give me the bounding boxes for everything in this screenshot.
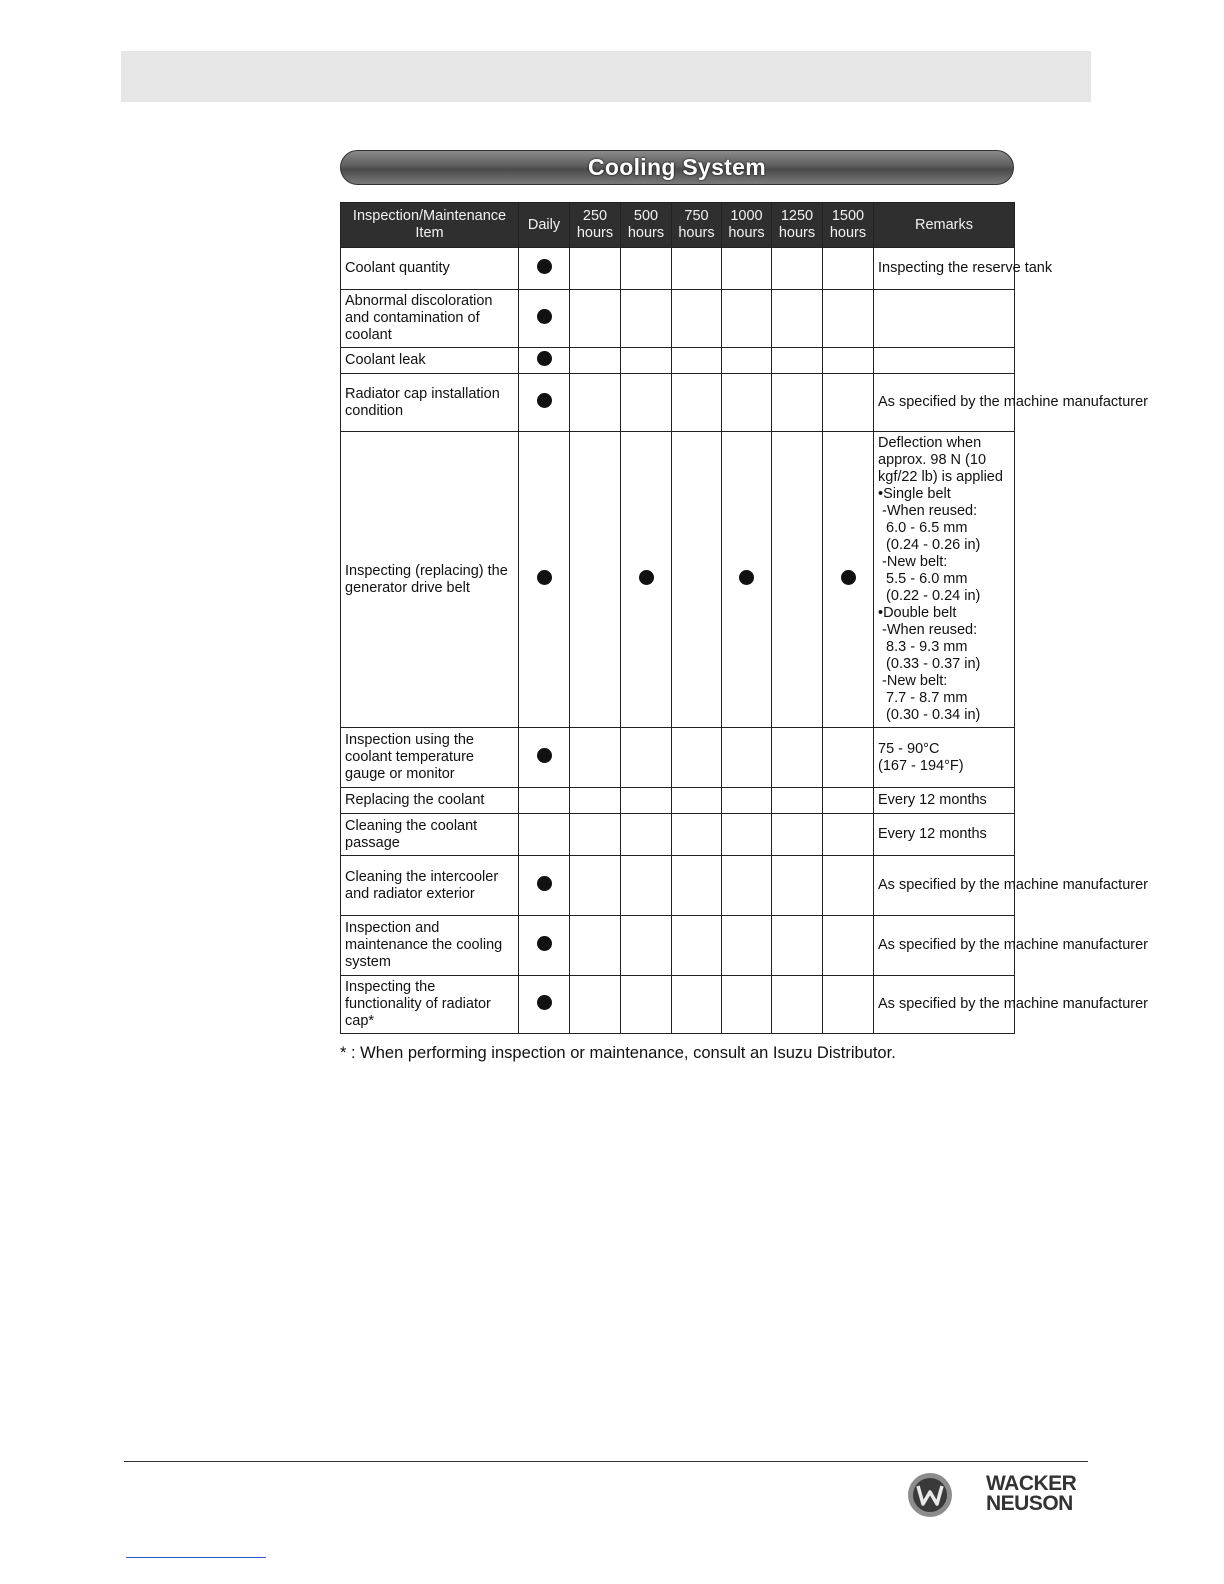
item-cell: Abnormal discoloration and contamination of coolant — [341, 290, 519, 348]
interval-cell — [772, 814, 823, 856]
wacker-neuson-logo — [906, 1470, 1092, 1520]
interval-cell — [722, 432, 772, 728]
remark-line: -New belt: — [878, 673, 948, 689]
remark-line: As specified by the machine manufacturer — [878, 996, 1148, 1012]
check-dot-icon — [537, 309, 552, 324]
check-dot-icon — [537, 393, 552, 408]
interval-cell — [519, 348, 570, 374]
remarks-cell — [874, 374, 1148, 432]
interval-cell — [772, 856, 823, 916]
table-row — [341, 856, 1015, 916]
interval-cell — [722, 374, 772, 432]
interval-cell — [570, 856, 621, 916]
interval-cell — [519, 248, 570, 290]
interval-cell — [823, 976, 874, 1034]
interval-cell — [722, 916, 772, 976]
interval-cell — [722, 248, 772, 290]
interval-cell — [621, 814, 672, 856]
check-dot-icon — [537, 936, 552, 951]
remark-line: (0.30 - 0.34 in) — [878, 707, 981, 723]
check-dot-icon — [639, 570, 654, 585]
interval-cell — [672, 348, 722, 374]
interval-cell — [823, 788, 874, 814]
table-row — [341, 348, 1015, 374]
logo-line2: NEUSON — [986, 1492, 1073, 1515]
interval-cell — [621, 728, 672, 788]
interval-cell — [672, 728, 722, 788]
interval-cell — [621, 432, 672, 728]
remark-line: (0.22 - 0.24 in) — [878, 588, 981, 604]
interval-cell — [722, 290, 772, 348]
column-header: Remarks — [874, 203, 1015, 248]
interval-cell — [722, 788, 772, 814]
remark-line: 6.0 - 6.5 mm — [878, 520, 968, 536]
header-band — [121, 51, 1091, 102]
item-cell: Coolant quantity — [341, 248, 519, 290]
interval-cell — [823, 290, 874, 348]
interval-cell — [823, 348, 874, 374]
interval-cell — [570, 916, 621, 976]
check-dot-icon — [537, 259, 552, 274]
remark-line: 5.5 - 6.0 mm — [878, 571, 968, 587]
interval-cell — [672, 814, 722, 856]
interval-cell — [570, 432, 621, 728]
remark-line: Every 12 months — [878, 792, 987, 808]
interval-cell — [519, 728, 570, 788]
item-cell: Cleaning the intercooler and radiator exterior — [341, 856, 519, 916]
item-cell: Radiator cap installation condition — [341, 374, 519, 432]
logo-line1: WACKER — [986, 1472, 1077, 1495]
remark-line: 75 - 90°C — [878, 740, 940, 757]
interval-cell — [570, 248, 621, 290]
interval-cell — [570, 976, 621, 1034]
table-row — [341, 432, 1015, 728]
interval-cell — [823, 374, 874, 432]
logo-emblem-icon — [906, 1470, 956, 1520]
interval-cell — [722, 814, 772, 856]
item-cell: Inspection using the coolant temperature gauge or monitor — [341, 728, 519, 788]
item-cell: Inspection and maintenance the cooling system — [341, 916, 519, 976]
table-row — [341, 788, 1015, 814]
footnote: * : When performing inspection or maintenance, consult an Isuzu Distributor. — [340, 1044, 896, 1062]
remark-line: (0.33 - 0.37 in) — [878, 656, 981, 672]
remarks-cell — [874, 248, 1053, 290]
table-row — [341, 248, 1015, 290]
table-header-row — [341, 203, 1015, 248]
interval-cell — [570, 290, 621, 348]
interval-cell — [621, 348, 672, 374]
item-cell: Inspecting (replacing) the generator drive belt — [341, 432, 519, 728]
remark-line: As specified by the machine manufacturer — [878, 937, 1148, 953]
check-dot-icon — [537, 351, 552, 366]
remark-line: As specified by the machine manufacturer — [878, 877, 1148, 893]
remark-line: As specified by the machine manufacturer — [878, 394, 1148, 410]
remark-line: •Single belt — [878, 486, 951, 502]
interval-cell — [772, 348, 823, 374]
interval-cell — [519, 856, 570, 916]
interval-cell — [621, 788, 672, 814]
interval-cell — [823, 814, 874, 856]
remarks-cell — [874, 728, 1015, 788]
interval-cell — [570, 814, 621, 856]
remark-line: Inspecting the reserve tank — [878, 260, 1053, 276]
remarks-cell — [874, 916, 1148, 976]
interval-cell — [621, 290, 672, 348]
interval-cell — [519, 976, 570, 1034]
bottom-link-underline — [126, 1557, 266, 1558]
interval-cell — [823, 916, 874, 976]
interval-cell — [672, 916, 722, 976]
column-header: 750 hours — [672, 203, 722, 248]
check-dot-icon — [739, 570, 754, 585]
column-header: 500 hours — [621, 203, 672, 248]
check-dot-icon — [841, 570, 856, 585]
column-header: Inspection/Maintenance Item — [341, 203, 519, 248]
remarks-cell — [874, 348, 1015, 374]
interval-cell — [823, 248, 874, 290]
remark-line: •Double belt — [878, 605, 957, 621]
interval-cell — [722, 728, 772, 788]
interval-cell — [772, 976, 823, 1034]
check-dot-icon — [537, 748, 552, 763]
item-cell: Coolant leak — [341, 348, 519, 374]
remark-line: (167 - 194°F) — [878, 757, 964, 774]
check-dot-icon — [537, 570, 552, 585]
column-header: 250 hours — [570, 203, 621, 248]
remarks-cell — [874, 856, 1148, 916]
table-row — [341, 728, 1015, 788]
interval-cell — [722, 976, 772, 1034]
interval-cell — [823, 728, 874, 788]
interval-cell — [772, 916, 823, 976]
interval-cell — [672, 374, 722, 432]
interval-cell — [519, 374, 570, 432]
interval-cell — [672, 976, 722, 1034]
remark-line: -When reused: — [878, 622, 978, 638]
interval-cell — [570, 348, 621, 374]
table-row — [341, 976, 1015, 1034]
interval-cell — [722, 856, 772, 916]
table-row — [341, 290, 1015, 348]
interval-cell — [519, 788, 570, 814]
remarks-cell — [874, 976, 1148, 1034]
remark-line: 8.3 - 9.3 mm — [878, 639, 968, 655]
item-cell: Replacing the coolant — [341, 788, 519, 814]
item-cell: Cleaning the coolant passage — [341, 814, 519, 856]
interval-cell — [672, 788, 722, 814]
interval-cell — [621, 856, 672, 916]
remark-line: (0.24 - 0.26 in) — [878, 537, 981, 553]
remark-line: Deflection when approx. 98 N (10 kgf/22 lb) is applied — [878, 435, 1003, 485]
interval-cell — [722, 348, 772, 374]
check-dot-icon — [537, 876, 552, 891]
remarks-cell — [874, 432, 1015, 728]
interval-cell — [672, 432, 722, 728]
remark-line: -When reused: — [878, 503, 978, 519]
remark-line: Every 12 months — [878, 826, 987, 842]
interval-cell — [772, 290, 823, 348]
interval-cell — [621, 374, 672, 432]
interval-cell — [519, 916, 570, 976]
interval-cell — [672, 248, 722, 290]
interval-cell — [621, 976, 672, 1034]
interval-cell — [621, 916, 672, 976]
table-row — [341, 814, 1015, 856]
section-title: Cooling System — [587, 154, 766, 180]
column-header: 1000 hours — [722, 203, 772, 248]
interval-cell — [772, 788, 823, 814]
remarks-cell — [874, 788, 1015, 814]
interval-cell — [519, 290, 570, 348]
maintenance-schedule-table — [340, 202, 1148, 1034]
interval-cell — [772, 374, 823, 432]
interval-cell — [672, 290, 722, 348]
interval-cell — [621, 248, 672, 290]
interval-cell — [823, 432, 874, 728]
section-title-banner — [340, 150, 1014, 185]
interval-cell — [570, 728, 621, 788]
remark-line: 7.7 - 8.7 mm — [878, 690, 968, 706]
table-row — [341, 916, 1015, 976]
interval-cell — [823, 856, 874, 916]
interval-cell — [519, 814, 570, 856]
footer-divider — [124, 1461, 1088, 1462]
column-header: Daily — [519, 203, 570, 248]
table-row — [341, 374, 1015, 432]
interval-cell — [772, 728, 823, 788]
interval-cell — [772, 432, 823, 728]
interval-cell — [772, 248, 823, 290]
interval-cell — [672, 856, 722, 916]
interval-cell — [570, 788, 621, 814]
interval-cell — [519, 432, 570, 728]
item-cell: Inspecting the functionality of radiator cap* — [341, 976, 519, 1034]
interval-cell — [570, 374, 621, 432]
column-header: 1250 hours — [772, 203, 823, 248]
remarks-cell — [874, 290, 1015, 348]
column-header: 1500 hours — [823, 203, 874, 248]
remarks-cell — [874, 814, 1015, 856]
remark-line: -New belt: — [878, 554, 948, 570]
check-dot-icon — [537, 995, 552, 1010]
